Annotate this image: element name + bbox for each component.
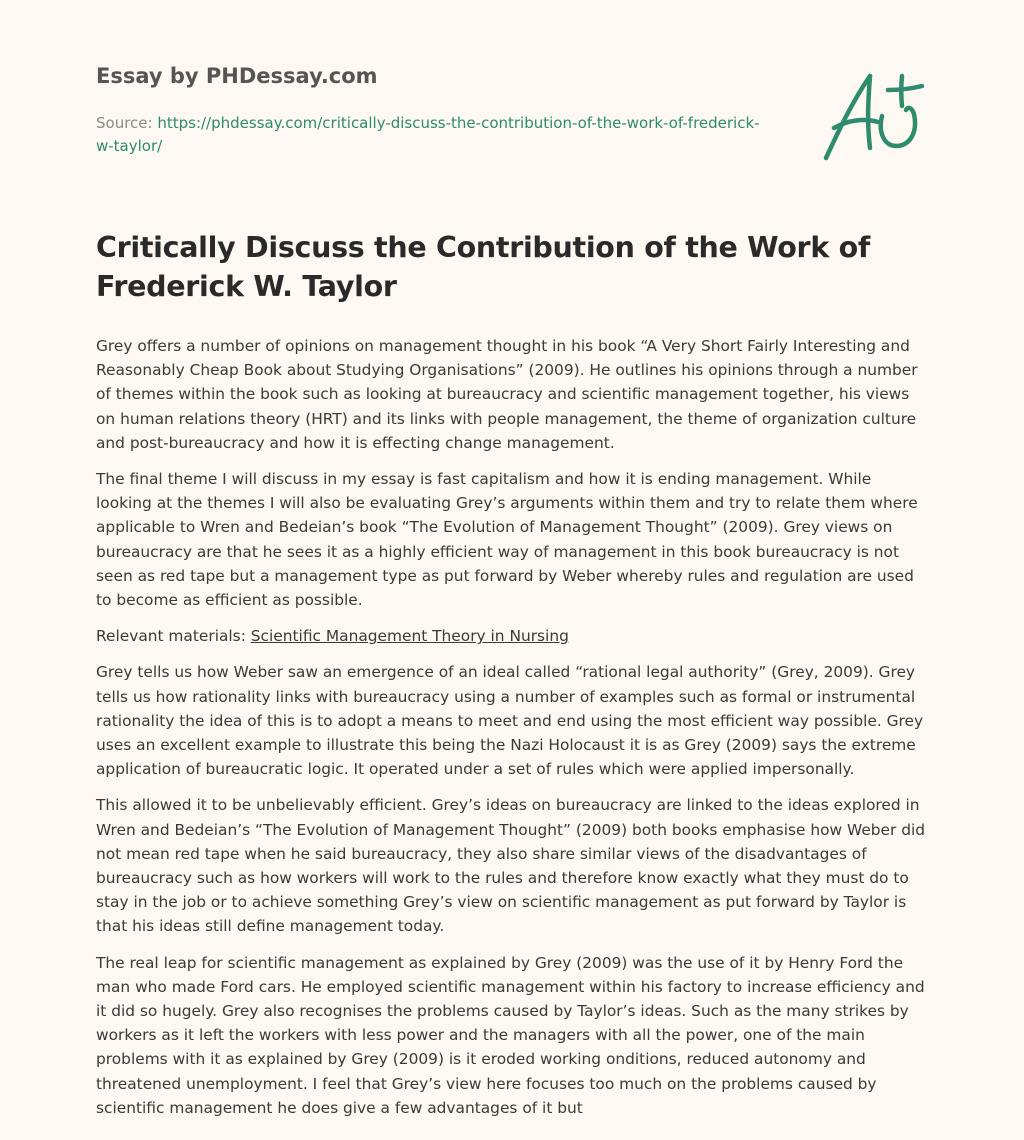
paragraph-5: The real leap for scientific management as explained by Grey (2009) was the use of it by Henry Ford the man who made Ford cars. He employed scientific management within his factory to increase efficiency and it did so hugely. Grey also recognises the problems caused by Taylor’s ideas. Such as the many strikes by workers as it left the workers with less power and the managers with all the power, one of the main problems with it as explained by Grey (2009) is it eroded working onditions, reduced autonomy and threatened unemployment. I feel that Grey’s view here focuses too much on the problems caused by scientific management he does give a few advantages of it but bbox=[96, 953, 925, 1117]
essay-body bbox=[96, 334, 928, 1120]
page-header bbox=[96, 0, 928, 200]
paragraph-2: The final theme I will discuss in my essay is fast capitalism and how it is ending management. While looking at the themes I will also be evaluating Grey’s arguments within them and try to relate them where applicable to Wren and Bedeian’s book “The Evolution of Management Thought” (2009). Grey views on bureaucracy are that he sees it as a highly efficient way of management in this book bureaucracy is not seen as red tape but a management type as put forward by Weber whereby rules and regulation are used to become as efficient as possible. bbox=[96, 470, 918, 610]
source-link[interactable]: https://phdessay.com/critically-discuss-the-contribution-of-the-work-of-frederick-w-taylor/ bbox=[96, 114, 760, 155]
relevant-link[interactable]: Scientific Management Theory in Nursing bbox=[250, 627, 569, 646]
paragraph-1: Grey offers a number of opinions on management thought in his book “A Very Short Fairly Interesting and Reasonably Cheap Book about Studying Organisations” (2009). He outlines his opinions through a number of themes within the book such as looking at bureaucracy and scientific management together, his views on human relations theory (HRT) and its links with people management, the theme of organization culture and post-bureaucracy and how it is effecting change management. bbox=[96, 337, 918, 452]
relevant-materials bbox=[96, 624, 928, 648]
paragraph-4: This allowed it to be unbelievably efficient. Grey’s ideas on bureaucracy are linked to the ideas explored in Wren and Bedeian’s “The Evolution of Management Thought” (2009) both books emphasise how Weber did not mean red tape when he said bureaucracy, they also share similar views of the disadvantages of bureaucracy such as how workers will work to the rules and therefore know exactly what they must do to stay in the job or to achieve something Grey’s view on scientific management as put forward by Taylor is that his ideas still define management today. bbox=[96, 796, 926, 936]
a-plus-logo-icon bbox=[818, 62, 928, 172]
paragraph-3: Grey tells us how Weber saw an emergence of an ideal called “rational legal authority” (Grey, 2009). Grey tells us how rationality links with bureaucracy using a number of examples such as formal or instrumental rationality the idea of this is to adopt a means to meet and end using the most efficient way possible. Grey uses an excellent example to illustrate this being the Nazi Holocaust it is as Grey (2009) says the extreme application of bureaucratic logic. It operated under a set of rules which were applied impersonally. bbox=[96, 663, 924, 779]
brand-title: Essay by PHDessay.com bbox=[96, 64, 378, 88]
relevant-label: Relevant materials: bbox=[96, 627, 251, 646]
essay-title: Critically Discuss the Contribution of the Work of Frederick W. Taylor bbox=[96, 231, 870, 303]
source-label: Source: bbox=[96, 114, 158, 132]
source-line bbox=[96, 112, 776, 158]
